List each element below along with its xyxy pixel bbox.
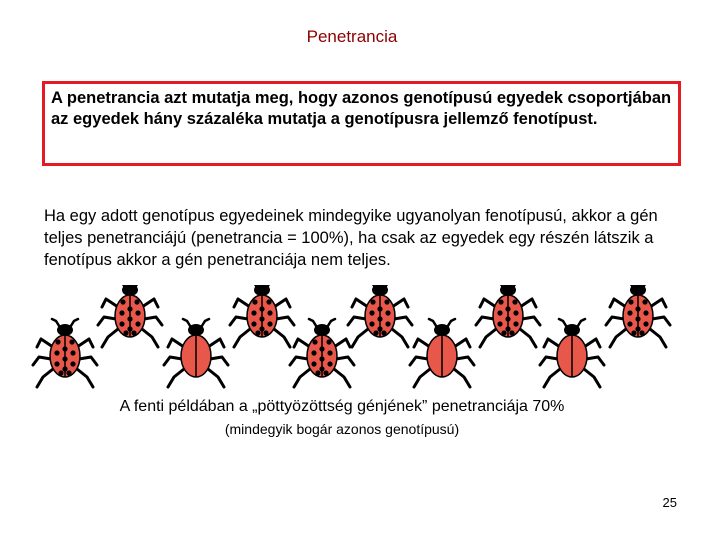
ladybug-icon <box>476 285 540 347</box>
ladybug-icon <box>98 285 162 347</box>
definition-box <box>42 81 681 166</box>
page-title: Penetrancia <box>306 27 398 46</box>
ladybug-icon <box>164 319 228 387</box>
ladybug-icon <box>540 319 604 387</box>
illustration-subcaption: (mindegyik bogár azonos genotípusú) <box>224 421 460 437</box>
ladybug-icon <box>290 319 354 387</box>
ladybug-icon <box>410 319 474 387</box>
ladybug-icon <box>230 285 294 347</box>
ladybug-icon <box>348 285 412 347</box>
ladybug-illustration <box>0 285 720 395</box>
ladybug-icon <box>33 319 97 387</box>
explanation-paragraph: Ha egy adott genotípus egyedeinek mindegyike ugyanolyan fenotípusú, akkor a gén teljes penetranciájú (penetrancia = 100%), ha csak az egyedek egy részén látszik a fenotípus akkor a gén penetranciája nem teljes. <box>44 207 658 269</box>
ladybug-icon <box>606 285 670 347</box>
definition-text: A penetrancia azt mutatja meg, hogy azonos genotípusú egyedek csoportjában az egyedek hány százaléka mutatja a genotípusra jellemző fenotípust. <box>51 89 672 128</box>
page-number: 25 <box>662 495 677 510</box>
illustration-caption: A fenti példában a „pöttyözöttség génjének” penetranciája 70% <box>119 398 565 415</box>
